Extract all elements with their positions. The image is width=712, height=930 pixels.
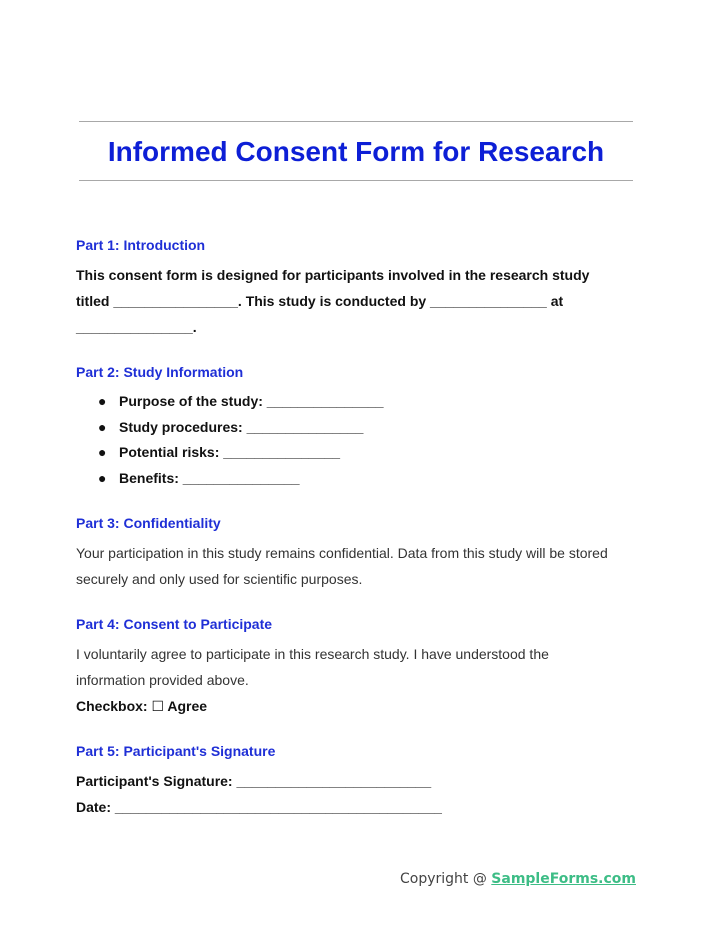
section-confidentiality	[76, 514, 646, 592]
list-item	[76, 389, 646, 415]
section-signature	[76, 742, 646, 820]
list-item-text: Benefits: _______________	[119, 469, 300, 486]
brand-link[interactable]: SampleForms.com	[491, 871, 636, 887]
text-line: I voluntarily agree to participate in this research study. I have understood the	[76, 646, 549, 662]
section-heading: Part 5: Participant's Signature	[76, 743, 276, 759]
section-heading: Part 2: Study Information	[76, 364, 244, 380]
signature-block	[76, 768, 646, 820]
text-line: _______________.	[76, 319, 197, 335]
section-heading: Part 3: Confidentiality	[76, 515, 221, 531]
title-rule-bottom	[79, 180, 633, 181]
list-item	[76, 466, 646, 492]
list-item	[76, 415, 646, 441]
section-heading: Part 4: Consent to Participate	[76, 616, 273, 632]
text-line: securely and only used for scientific purposes.	[76, 571, 363, 587]
document-title: Informed Consent Form for Research	[107, 136, 605, 167]
section-study-information	[76, 363, 646, 491]
study-info-list	[76, 389, 646, 491]
list-item-text: Purpose of the study: _______________	[119, 393, 384, 409]
section-heading: Part 1: Introduction	[76, 237, 206, 253]
bullet-icon: ●	[98, 418, 107, 435]
bullet-icon: ●	[98, 393, 107, 409]
section-consent	[76, 615, 646, 719]
text-line: Your participation in this study remains confidential. Data from this study will be stored	[76, 545, 608, 561]
bullet-icon: ●	[98, 444, 107, 460]
signature-field[interactable]: Participant's Signature: _________________________	[76, 773, 432, 789]
copyright-notice	[400, 871, 636, 887]
list-item	[76, 440, 646, 466]
text-line: titled ________________. This study is conducted by _______________ at	[76, 293, 564, 309]
section-introduction	[76, 236, 646, 340]
text-line: This consent form is designed for participants involved in the research study	[76, 267, 590, 283]
title-rule-top	[79, 121, 633, 122]
list-item-text: Potential risks: _______________	[119, 444, 341, 460]
date-field[interactable]: Date: __________________________________________	[76, 799, 442, 815]
intro-paragraph	[76, 262, 646, 340]
text-line: information provided above.	[76, 672, 249, 688]
copyright-text: Copyright @	[399, 871, 492, 887]
agree-checkbox[interactable]: Checkbox: ☐ Agree	[76, 698, 208, 714]
consent-paragraph	[76, 641, 646, 693]
list-item-text: Study procedures: _______________	[119, 418, 364, 435]
bullet-icon: ●	[98, 469, 107, 486]
confidentiality-paragraph	[76, 540, 646, 592]
